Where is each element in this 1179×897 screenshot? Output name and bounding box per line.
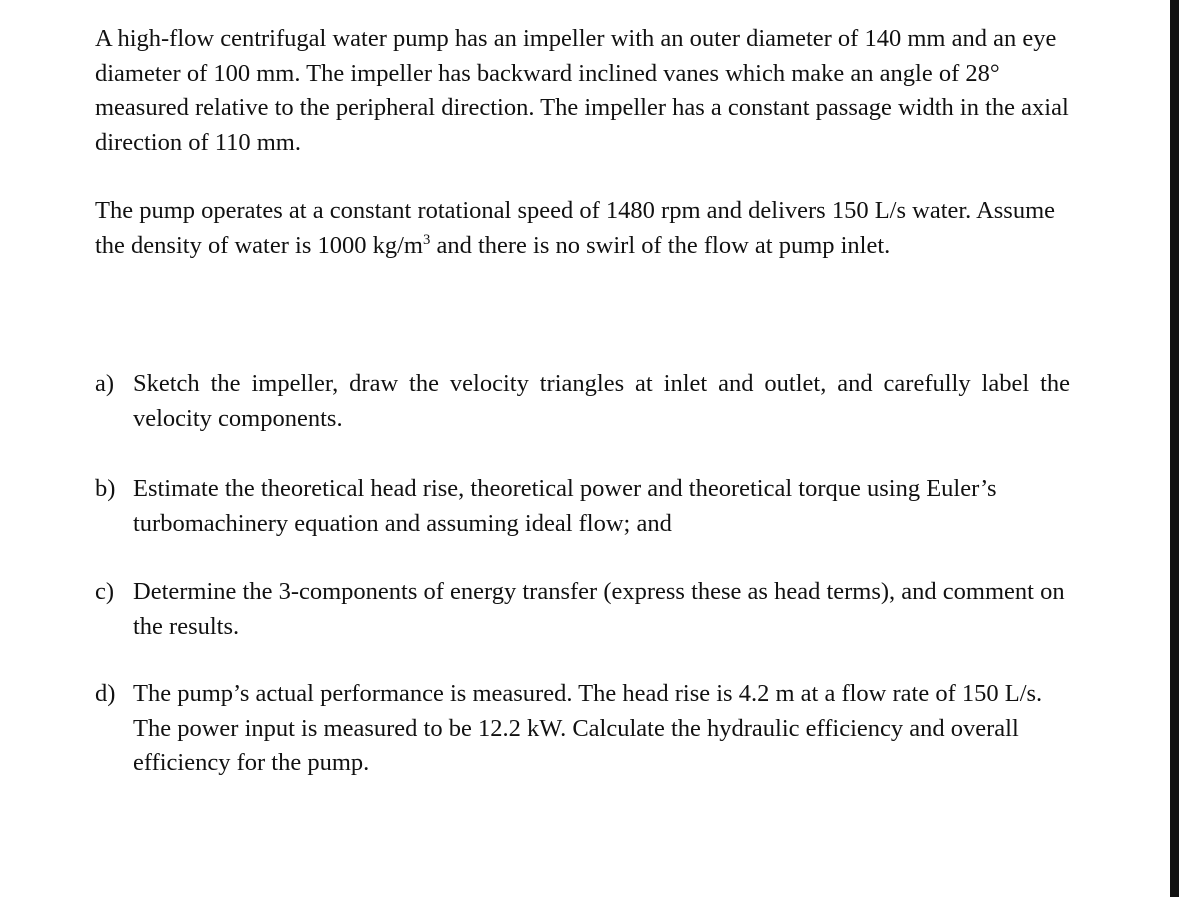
question-label: c) xyxy=(95,578,115,605)
question-label: a) xyxy=(95,370,115,397)
intro-paragraph: A high-flow centrifugal water pump has an impeller with an outer diameter of 140 mm and an eye diameter of 100 mm. The impeller has backward inclined vanes which make an angle of 28° measured relative to the peripheral direction. The impeller has a constant passage width in the axial direction of 110 mm. xyxy=(95,25,1069,156)
window-edge-bar xyxy=(1170,0,1179,897)
question-label: b) xyxy=(95,475,116,502)
question-text: Estimate the theoretical head rise, theoretical power and theoretical torque using Euler’s turbomachinery equation and assuming ideal flow; and xyxy=(133,475,997,537)
question-label: d) xyxy=(95,680,116,707)
question-text: Sketch the impeller, draw the velocity triangles at inlet and outlet, and carefully label the velocity components. xyxy=(133,370,1070,432)
question-text: Determine the 3-components of energy transfer (express these as head terms), and comment on the results. xyxy=(133,578,1065,640)
operation-paragraph xyxy=(95,194,1070,263)
cubic-superscript: 3 xyxy=(422,231,431,248)
operation-text-start: The pump operates at a constant rotational speed of 1480 rpm and delivers 150 L/s water. Assume the density of water is 1000 kg/m xyxy=(95,197,1056,259)
question-text: The pump’s actual performance is measured. The head rise is 4.2 m at a flow rate of 150 L/s. The power input is measured to be 12.2 kW. Calculate the hydraulic efficiency and overall efficiency for the pump. xyxy=(133,680,1043,776)
operation-text-end: and there is no swirl of the flow at pump inlet. xyxy=(430,231,891,259)
